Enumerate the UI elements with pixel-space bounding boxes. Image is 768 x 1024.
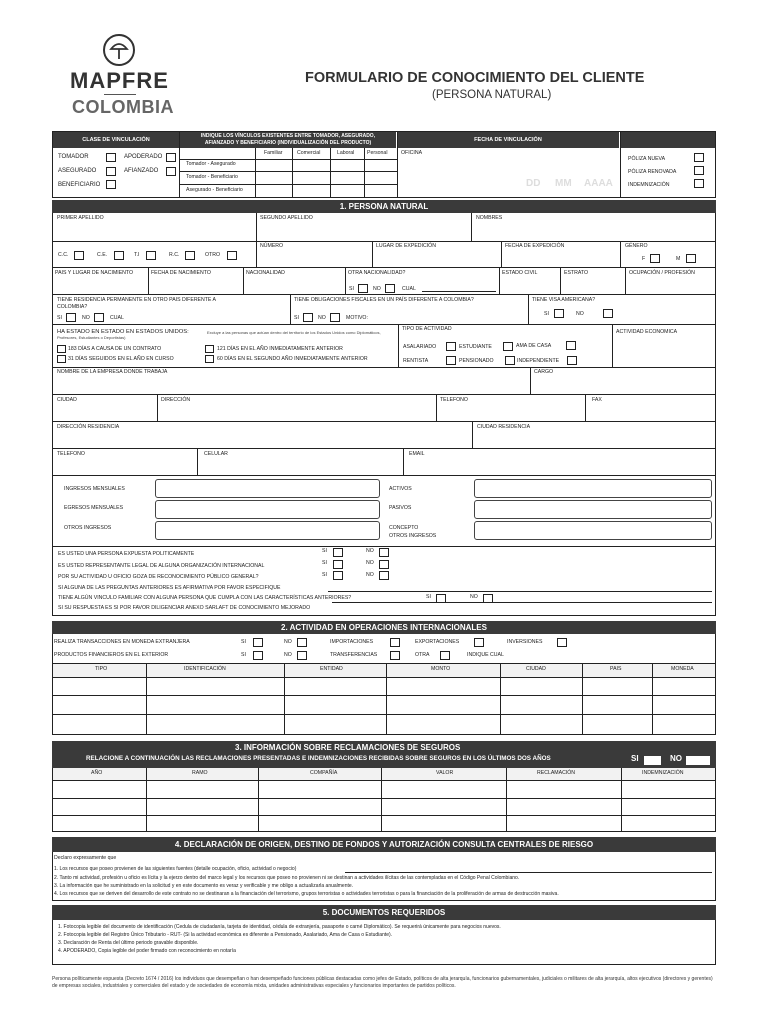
numero-label: NÚMERO — [260, 243, 284, 249]
brand-divider — [104, 94, 136, 95]
segundo-apellido-label: SEGUNDO APELLIDO — [260, 215, 313, 221]
clase-asegurado-checkbox[interactable] — [106, 167, 116, 176]
declaracion-item-2: 2. Tanto mi actividad, profesión u oficio es lícita y la ejerzo dentro del marco legal y los recursos que poseo no provienen ni se destinan a actividades ilícitas de las contempladas en el Código Penal Colombiano. — [54, 875, 520, 881]
transferencias-label: TRANSFERENCIAS — [330, 652, 378, 658]
rec-col-indemnizacion: INDEMNIZACIÓN — [642, 770, 684, 776]
page-subtitle: (PERSONA NATURAL) — [432, 89, 552, 101]
fax-label: FAX — [592, 397, 602, 403]
ciudad-label: CIUDAD — [57, 397, 77, 403]
ocupacion-label: OCUPACIÓN / PROFESIÓN — [629, 270, 695, 276]
documento-item-1: 1. Fotocopia legible del documento de identificación (Cedula de ciudadanía, tarjeta de identidad, cédula de extranjería, pasaporte o carné Diplomático). Se requerirá únicamente para negocios nuevos. — [58, 924, 501, 930]
pep-3-si-label: SI — [322, 572, 327, 578]
section-3-subtitle: RELACIONE A CONTINUACIÓN LAS RECLAMACIONES PRESENTADAS E INDEMNIZACIONES RECIBIDAS SOBRE SEGUROS EN LOS ÚLTIMOS DOS AÑOS — [86, 755, 551, 762]
poliza-renovada-label: PÓLIZA RENOVADA — [628, 169, 677, 175]
visa-no-label: NO — [576, 311, 584, 317]
pep-question-2: ES USTED REPRESENTANTE LEGAL DE ALGUNA ORGANIZACIÓN INTERNACIONAL — [58, 563, 265, 569]
doc-ti-checkbox[interactable] — [146, 251, 156, 260]
telefono-label: TELEFONO — [440, 397, 468, 403]
email-label: EMAIL — [409, 451, 425, 457]
productos-exterior-si-checkbox[interactable] — [253, 651, 263, 660]
pep-3-si-checkbox[interactable] — [333, 571, 343, 580]
clase-afianzado-label: AFIANZADO — [124, 168, 159, 174]
sarlaft-note: SI SU RESPUESTA ES SI POR FAVOR DILIGENCIAR ANEXO SARLAFT DE CONOCIMIENTO MEJORADO — [58, 605, 311, 611]
productos-exterior-si-label: SI — [241, 652, 246, 658]
declaracion-item-3: 3. La información que he suministrado en la solicitud y en este documento es veraz y verificable y me obligo a actualizarla anualmente. — [54, 883, 354, 889]
clase-beneficiario-checkbox[interactable] — [106, 180, 116, 189]
act-independiente-label: INDEPENDIENTE — [517, 358, 560, 364]
rec-col-valor: VALOR — [436, 770, 454, 776]
fiscales-question: TIENE OBLIGACIONES FISCALES EN UN PAÍS DIFERENTE A COLOMBIA? — [294, 297, 474, 303]
vinc-col-familiar: Familiar — [264, 150, 283, 156]
egresos-input[interactable] — [155, 500, 380, 519]
moneda-extranjera-si-checkbox[interactable] — [253, 638, 263, 647]
act-estudiante-checkbox[interactable] — [503, 342, 513, 351]
activos-input[interactable] — [474, 479, 712, 498]
egresos-label: EGRESOS MENSUALES — [64, 505, 124, 511]
celular-label: CELULAR — [204, 451, 228, 457]
rec-col-compania: COMPAÑÍA — [310, 770, 338, 776]
pep-1-no-checkbox[interactable] — [379, 548, 389, 557]
inversiones-checkbox[interactable] — [557, 638, 567, 647]
fiscales-si-checkbox[interactable] — [303, 313, 313, 322]
visa-no-checkbox[interactable] — [603, 309, 613, 318]
vinculo-question: TIENE ALGÚN VINCULO FAMILIAR CON ALGUNA PERSONA QUE CUMPLA CON LAS CARACTERÍSTICAS ANTERIORES? — [58, 595, 352, 601]
fiscales-no-label: NO — [318, 315, 326, 321]
declaracion-item-4: 4. Los recursos que se deriven del desarrollo de este contrato no se destinaran a la financiación del terrorismo, grupos terroristas o actividades terroristas o para la financiación de la proliferación de armas de destrucción masiva. — [54, 891, 559, 897]
brand-country: COLOMBIA — [72, 97, 174, 117]
primer-apellido-label: PRIMER APELLIDO — [57, 215, 104, 221]
telefono-2-label: TELEFONO — [57, 451, 85, 457]
vinculos-header-line2: AFIANZADO Y BENEFICIARIO (INDIVIDUALIZACIÓN DEL PRODUCTO) — [204, 140, 372, 146]
poliza-nueva-checkbox[interactable] — [694, 153, 704, 162]
vinc-col-laboral: Laboral — [337, 150, 355, 156]
concepto-input[interactable] — [474, 521, 712, 540]
nacionalidad-label: NACIONALIDAD — [246, 270, 285, 276]
indemnizacion-checkbox[interactable] — [694, 179, 704, 188]
brand-name: MAPFRE — [70, 68, 169, 93]
table-row — [52, 695, 716, 696]
pep-1-no-label: NO — [366, 548, 374, 554]
eeuu-60-checkbox[interactable] — [205, 355, 214, 363]
importaciones-checkbox[interactable] — [390, 638, 400, 647]
lugar-expedicion-label: LUGAR DE EXPEDICIÓN — [376, 243, 436, 249]
op-col-entidad: ENTIDAD — [320, 666, 343, 672]
section-5-title: 5. DOCUMENTOS REQUERIDOS — [52, 905, 716, 920]
poliza-nueva-label: PÓLIZA NUEVA — [628, 156, 666, 162]
rec-col-reclamacion: RECLAMACIÓN — [537, 770, 576, 776]
pep-1-si-checkbox[interactable] — [333, 548, 343, 557]
doc-ce-checkbox[interactable] — [114, 251, 124, 260]
clase-tomador-checkbox[interactable] — [106, 153, 116, 162]
eeuu-note: Excluye a las personas que actúan dentro del territorio de los Estados Unidos como Diplomáticos, Profesores, Estudiantes o Deportistas) — [57, 330, 381, 341]
clase-apoderado-checkbox[interactable] — [166, 153, 176, 162]
reclamaciones-table-header — [53, 768, 715, 780]
pep-question-1: ES USTED UNA PERSONA EXPUESTA POLITICAMENTE — [58, 551, 195, 557]
ingresos-label: INGRESOS MENSUALES — [64, 486, 125, 492]
clase-vinculacion-header: CLASE DE VINCULACIÓN — [53, 132, 179, 148]
act-pensionado-checkbox[interactable] — [505, 356, 515, 365]
visa-si-label: SI — [544, 311, 549, 317]
otra-nac-no-checkbox[interactable] — [385, 284, 395, 293]
act-asalariado-label: ASALARIADO — [403, 344, 437, 350]
eeuu-31-label: 31 DÍAS SEGUIDOS EN EL AÑO EN CURSO — [68, 356, 174, 362]
pep-2-no-checkbox[interactable] — [379, 560, 389, 569]
pep-1-si-label: SI — [322, 548, 327, 554]
direccion-residencia-label: DIRECCIÓN RESIDENCIA — [57, 424, 120, 430]
pep-footnote: Persona políticamente expuesta (Decreto 1674 / 2016) los individuos que desempeñan o han desempeñado funciones públicas destacadas como jefes de Estado, políticos de alta jerarquía, funcionarios gubernamentales, judiciales o militares de alta jerarquía, altos ejecutivos (directores y gerentes) de empresas sociales, industriales y comerciales del estado y de sociedades de economía mixta, unidades administrativas especiales y funcionarios importantes de partidos políticos. — [52, 976, 713, 989]
eeuu-183-checkbox[interactable] — [57, 345, 66, 353]
pep-question-3: POR SU ACTIVIDAD U OFICIO GOZA DE RECONOCIMIENTO PÚBLICO GENERAL? — [58, 574, 259, 580]
page-title: FORMULARIO DE CONOCIMIENTO DEL CLIENTE — [305, 70, 645, 86]
fiscales-motivo-label: MOTIVO: — [346, 315, 368, 321]
estado-civil-label: ESTADO CIVIL — [502, 270, 538, 276]
op-col-identificacion: IDENTIFICACIÓN — [184, 666, 226, 672]
genero-m-checkbox[interactable] — [686, 254, 696, 263]
act-estudiante-label: ESTUDIANTE — [459, 344, 492, 350]
documento-item-4: 4. APODERADO, Copia legible del poder firmado con reconocimiento en notaría — [58, 948, 236, 954]
cargo-label: CARGO — [534, 369, 554, 375]
mapfre-logo-icon — [102, 33, 136, 67]
fecha-mm[interactable]: MM — [555, 178, 572, 189]
residencia-cual-label: CUAL — [110, 315, 124, 321]
otros-ingresos-label: OTROS INGRESOS — [64, 525, 112, 531]
table-row — [52, 815, 716, 816]
pais-nacimiento-label: PAIS Y LUGAR DE NACIMIENTO — [55, 270, 134, 276]
ciudad-residencia-label: CIUDAD RESIDENCIA — [477, 424, 531, 430]
importaciones-label: IMPORTACIONES — [330, 639, 374, 645]
act-ama-casa-label: AMA DE CASA — [516, 343, 552, 349]
genero-m-label: M — [676, 256, 681, 262]
visa-question: TIENE VISA AMERICANA? — [532, 297, 596, 303]
activos-label: ACTIVOS — [389, 486, 412, 492]
declaro-intro: Declaro expresamente que — [54, 855, 117, 861]
exportaciones-label: EXPORTACIONES — [415, 639, 460, 645]
nombres-label: NOMBRES — [476, 215, 503, 221]
doc-ti-label: T.I — [134, 252, 140, 258]
visa-si-checkbox[interactable] — [554, 309, 564, 318]
fecha-vinculacion-header: FECHA DE VINCULACIÓN — [397, 132, 619, 148]
pep-2-si-checkbox[interactable] — [333, 560, 343, 569]
op-col-monto: MONTO — [431, 666, 451, 672]
empresa-label: NOMBRE DE LA EMPRESA DONDE TRABAJA — [57, 369, 168, 375]
section-1-title: 1. PERSONA NATURAL — [52, 200, 716, 213]
moneda-extranjera-si-label: SI — [241, 639, 246, 645]
reclamaciones-si-checkbox[interactable] — [644, 756, 661, 765]
section-3-title: 3. INFORMACIÓN SOBRE RECLAMACIONES DE SEGUROS — [235, 743, 461, 752]
op-col-pais: PAIS — [610, 666, 622, 672]
poliza-renovada-checkbox[interactable] — [694, 166, 704, 175]
section-2-title: 2. ACTIVIDAD EN OPERACIONES INTERNACIONALES — [52, 621, 716, 634]
doc-cc-checkbox[interactable] — [74, 251, 84, 260]
pep-3-no-checkbox[interactable] — [379, 571, 389, 580]
moneda-extranjera-label: REALIZA TRANSACCIONES EN MONEDA EXTRANJERA — [54, 639, 190, 645]
rec-col-ano: AÑO — [91, 770, 103, 776]
inversiones-label: INVERSIONES — [507, 639, 543, 645]
documento-item-3: 3. Declaración de Renta del último periodo gravable disponible. — [58, 940, 199, 946]
doc-otro-label: OTRO — [205, 252, 220, 258]
poliza-header — [620, 132, 715, 148]
table-row — [52, 798, 716, 799]
doc-otro-checkbox[interactable] — [227, 251, 237, 260]
pasivos-label: PASIVOS — [389, 505, 412, 511]
act-asalariado-checkbox[interactable] — [446, 342, 456, 351]
eeuu-121-checkbox[interactable] — [205, 345, 214, 353]
fuentes-input-line[interactable] — [345, 872, 712, 873]
reclamaciones-si-label: SI — [631, 754, 639, 763]
op-col-ciudad: CIUDAD — [526, 666, 546, 672]
clase-afianzado-checkbox[interactable] — [166, 167, 176, 176]
act-pensionado-label: PENSIONADO — [459, 358, 494, 364]
transferencias-checkbox[interactable] — [390, 651, 400, 660]
vinc-col-comercial: Comercial — [297, 150, 321, 156]
op-col-moneda: MONEDA — [671, 666, 694, 672]
moneda-extranjera-no-label: NO — [284, 639, 292, 645]
tipo-actividad-label: TIPO DE ACTIVIDAD — [402, 326, 452, 332]
reclamaciones-no-label: NO — [670, 754, 682, 763]
concepto-otros-label: OTROS INGRESOS — [389, 533, 437, 539]
residencia-no-label: NO — [82, 315, 90, 321]
productos-exterior-label: PRODUCTOS FINANCIEROS EN EL EXTERIOR — [54, 652, 169, 658]
otra-label: OTRA — [415, 652, 430, 658]
vinc-col-personal: Personal — [367, 150, 388, 156]
pep-2-no-label: NO — [366, 560, 374, 566]
doc-cc-label: C.C. — [58, 252, 69, 258]
rec-col-ramo: RAMO — [192, 770, 208, 776]
residencia-si-checkbox[interactable] — [66, 313, 76, 322]
indique-cual-label: INDIQUE CUAL — [467, 652, 504, 658]
vinculos-header — [180, 132, 396, 148]
vinculos-header-line1: INDIQUE LOS VÍNCULOS EXISTENTES ENTRE TOMADOR, ASEGURADO, — [200, 133, 376, 139]
act-rentista-label: RENTISTA — [403, 358, 429, 364]
pep-especifique-label: SI ALGUNA DE LAS PREGUNTAS ANTERIORES ES AFIRMATIVA POR FAVOR ESPECIFIQUE — [58, 585, 281, 591]
clase-beneficiario-label: BENEFICIARIO — [58, 182, 101, 188]
act-ama-casa-checkbox[interactable] — [566, 341, 576, 350]
section-4-title: 4. DECLARACIÓN DE ORIGEN, DESTINO DE FONDOS Y AUTORIZACIÓN CONSULTA CENTRALES DE RIESGO — [52, 837, 716, 852]
oficina-label: OFICINA — [401, 150, 423, 156]
fiscales-si-label: SI — [294, 315, 299, 321]
ingresos-input[interactable] — [155, 479, 380, 498]
op-col-tipo: TIPO — [95, 666, 108, 672]
otra-nac-no-label: NO — [373, 286, 381, 292]
vinculo-no-label: NO — [470, 594, 478, 600]
vinc-row-asegurado-beneficiario: Asegurado - Beneficiario — [186, 187, 243, 193]
eeuu-183-label: 183 DÍAS A CAUSA DE UN CONTRATO — [68, 346, 162, 352]
otros-ingresos-input[interactable] — [155, 521, 380, 540]
exportaciones-checkbox[interactable] — [474, 638, 484, 647]
eeuu-121-label: 121 DÍAS EN EL AÑO INMEDIATAMENTE ANTERIOR — [217, 346, 343, 352]
direccion-label: DIRECCIÓN — [161, 397, 191, 403]
declaracion-item-1: 1. Los recursos que poseo provienen de las siguientes fuentes (detalle ocupación, oficio, actividad o negocio) — [54, 866, 297, 872]
otra-nac-si-label: SI — [349, 286, 354, 292]
clase-asegurado-label: ASEGURADO — [58, 168, 97, 174]
otra-nac-si-checkbox[interactable] — [358, 284, 368, 293]
productos-exterior-no-checkbox[interactable] — [297, 651, 307, 660]
act-independiente-checkbox[interactable] — [567, 356, 577, 365]
eeuu-31-checkbox[interactable] — [57, 355, 66, 363]
vinc-row-tomador-beneficiario: Tomador - Beneficiario — [186, 174, 238, 180]
residencia-no-checkbox[interactable] — [94, 313, 104, 322]
act-rentista-checkbox[interactable] — [446, 356, 456, 365]
indemnizacion-label: INDEMNIZACIÓN — [628, 182, 670, 188]
table-row — [52, 714, 716, 715]
residencia-question: TIENE RESIDENCIA PERMANENTE EN OTRO PAIS DIFERENTE A — [57, 297, 217, 303]
residencia-question-2: COLOMBIA? — [57, 304, 88, 310]
otra-nac-cual-label: CUAL — [402, 286, 416, 292]
fecha-dd[interactable]: DD — [526, 178, 541, 189]
fiscales-no-checkbox[interactable] — [330, 313, 340, 322]
eeuu-question: HA ESTADO EN ESTADO EN ESTADOS UNIDOS: — [57, 329, 189, 335]
doc-rc-label: R.C. — [169, 252, 180, 258]
otra-checkbox[interactable] — [440, 651, 450, 660]
productos-exterior-no-label: NO — [284, 652, 292, 658]
pep-3-no-label: NO — [366, 572, 374, 578]
fecha-aaaa[interactable]: AAAA — [584, 178, 613, 189]
actividad-economica-label: ACTIVIDAD ECONOMICA — [616, 329, 678, 335]
pasivos-input[interactable] — [474, 500, 712, 519]
doc-rc-checkbox[interactable] — [185, 251, 195, 260]
clase-apoderado-label: APODERADO — [124, 154, 163, 160]
vinculo-si-label: SI — [426, 594, 431, 600]
fecha-nacimiento-label: FECHA DE NACIMIENTO — [151, 270, 211, 276]
fecha-expedicion-label: FECHA DE EXPEDICIÓN — [505, 243, 565, 249]
pep-2-si-label: SI — [322, 560, 327, 566]
documento-item-2: 2. Fotocopia legible del Registro Único Tributario - RUT- (Si la actividad económica es diferente a Pensionado, Asalariado, Ama de Casa o Estudiante). — [58, 932, 393, 938]
doc-ce-label: C.E. — [97, 252, 108, 258]
residencia-si-label: SI — [57, 315, 62, 321]
reclamaciones-no-checkbox[interactable] — [686, 756, 710, 765]
genero-f-label: F — [642, 256, 646, 262]
otra-nacionalidad-label: OTRA NACIONALIDAD? — [348, 270, 406, 276]
genero-f-checkbox[interactable] — [650, 254, 660, 263]
concepto-label: CONCEPTO — [389, 525, 419, 531]
estrato-label: ESTRATO — [564, 270, 589, 276]
moneda-extranjera-no-checkbox[interactable] — [297, 638, 307, 647]
pep-especifique-line[interactable] — [328, 591, 712, 592]
vinc-row-tomador-asegurado: Tomador - Asegurado — [186, 161, 236, 167]
genero-label: GÉNERO — [625, 243, 648, 249]
eeuu-60-label: 60 DÍAS EN EL SEGUNDO AÑO INMEDIATAMENTE ANTERIOR — [217, 356, 368, 362]
clase-tomador-label: TOMADOR — [58, 154, 89, 160]
